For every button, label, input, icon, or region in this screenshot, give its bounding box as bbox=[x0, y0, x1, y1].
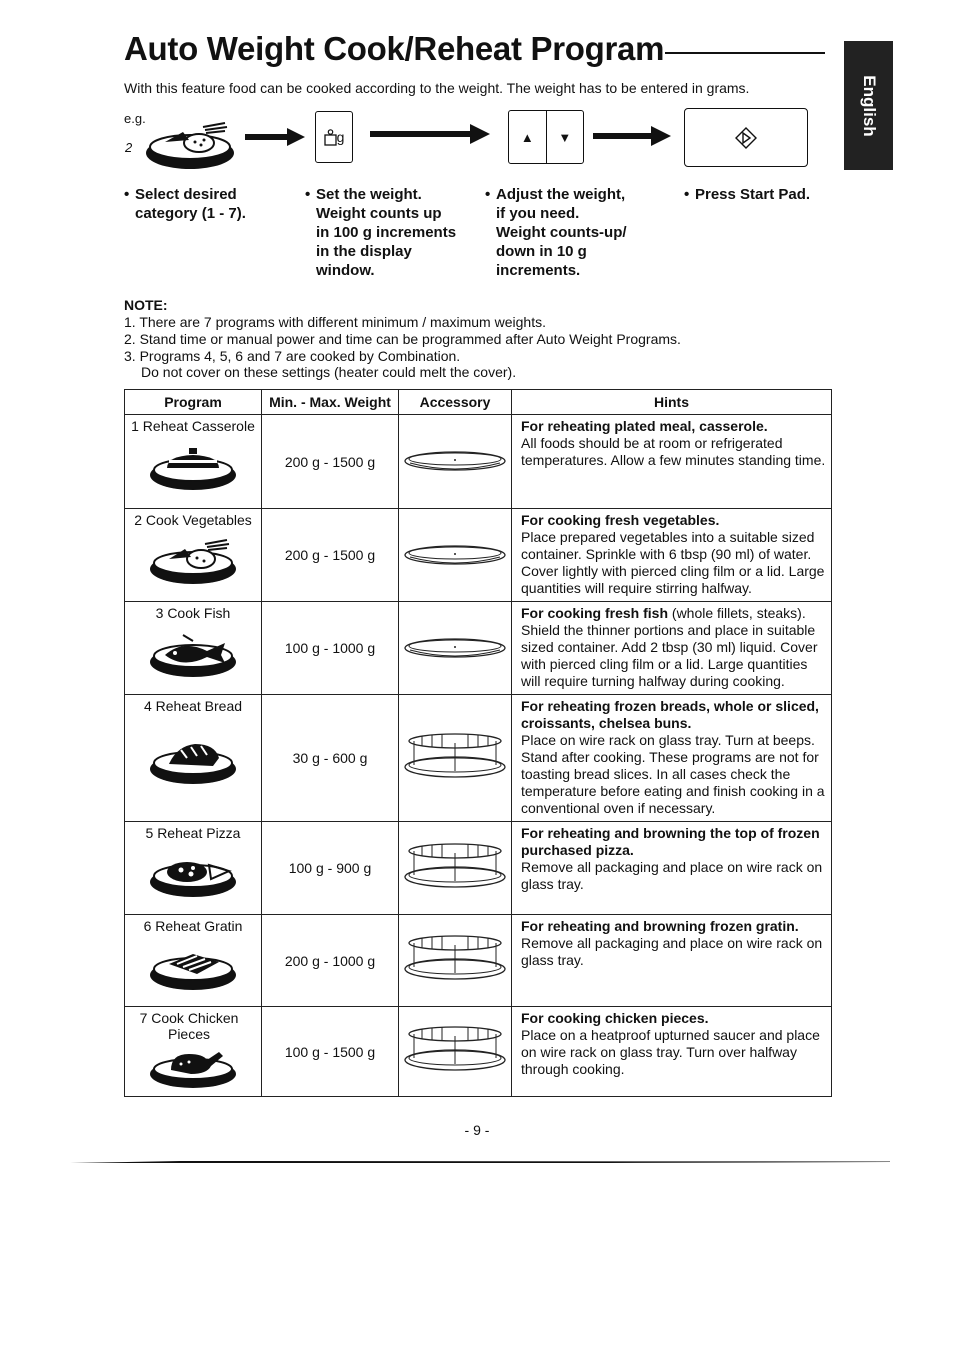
note-item: 3. Programs 4, 5, 6 and 7 are cooked by Combination. bbox=[124, 347, 461, 364]
example-category-number: 2 bbox=[125, 140, 133, 155]
hint-title: For reheating plated meal, casserole. bbox=[521, 418, 768, 434]
glass-tray-icon bbox=[402, 632, 508, 662]
bottom-rule bbox=[70, 1160, 890, 1163]
example-label: e.g. bbox=[124, 111, 146, 126]
title-rule bbox=[665, 52, 825, 54]
fish-icon bbox=[147, 629, 239, 679]
gratin-icon bbox=[147, 942, 239, 992]
weight-button[interactable] bbox=[315, 111, 353, 163]
hint-title: For reheating and browning frozen gratin. bbox=[521, 918, 799, 934]
vegetables-dish-icon bbox=[143, 118, 237, 172]
bread-icon bbox=[147, 736, 239, 786]
column-header-program: Program bbox=[125, 390, 262, 415]
arrow-icon bbox=[245, 128, 305, 146]
note-item: 2. Stand time or manual power and time can be programmed after Auto Weight Programs. bbox=[124, 330, 681, 347]
hint-body: Remove all packaging and place on wire rack on glass tray. bbox=[521, 859, 823, 892]
glass-tray-icon bbox=[402, 539, 508, 569]
intro-text: With this feature food can be cooked according to the weight. The weight has to be entered in grams. bbox=[124, 80, 750, 96]
table-row bbox=[125, 695, 832, 822]
note-item: 1. There are 7 programs with different minimum / maximum weights. bbox=[124, 314, 546, 330]
language-tab-label: English bbox=[859, 74, 879, 137]
vegetables-icon bbox=[147, 536, 239, 586]
arrow-icon bbox=[370, 124, 490, 144]
table-row bbox=[125, 822, 832, 915]
page-title: Auto Weight Cook/Reheat Program bbox=[124, 30, 665, 67]
up-down-buttons bbox=[508, 110, 584, 164]
step-2: • Set the weight. Weight counts up in 100 g increments in the display window. bbox=[305, 186, 457, 279]
hint-title: For cooking fresh fish bbox=[521, 605, 669, 621]
program-table bbox=[124, 389, 832, 1097]
weight-range: 100 g - 900 g bbox=[262, 822, 399, 915]
table-row bbox=[125, 1007, 832, 1097]
hint-cell bbox=[512, 1007, 832, 1097]
hint-body: Remove all packaging and place on wire rack on glass tray. bbox=[521, 935, 823, 968]
step-1: • Select desired category (1 - 7). bbox=[124, 186, 246, 222]
glass-tray-icon bbox=[402, 445, 508, 475]
up-button[interactable]: ▲ bbox=[520, 129, 534, 145]
hint-body: Place prepared vegetables into a suitable sized container. Sprinkle with 6 tbsp (90 ml) of water. Cover lightly with pierced cling film or a lid. Large quantities will require stirring halfway. bbox=[521, 529, 825, 596]
hint-cell bbox=[512, 509, 832, 602]
hint-cell bbox=[512, 695, 832, 822]
step-3: • Adjust the weight, if you need. Weight counts-up/ down in 10 g increments. bbox=[485, 186, 627, 279]
program-name: 5 Reheat Pizza bbox=[145, 825, 241, 841]
pizza-icon bbox=[147, 849, 239, 899]
program-name: 7 Cook Chicken Pieces bbox=[139, 1010, 239, 1042]
wire-rack-icon bbox=[402, 841, 508, 893]
note-heading: NOTE: bbox=[124, 297, 168, 313]
wire-rack-icon bbox=[402, 1024, 508, 1076]
weight-unit-label: g bbox=[336, 129, 345, 145]
casserole-icon bbox=[147, 442, 239, 492]
program-name: 1 Reheat Casserole bbox=[131, 418, 255, 434]
program-name: 4 Reheat Bread bbox=[143, 698, 243, 714]
weight-range: 200 g - 1500 g bbox=[262, 509, 399, 602]
hint-body: Shield the thinner portions and place in suitable sized container. Add 2 tbsp (30 ml) liquid. Cover with pierced cling film or a lid. Large quantities will require turning halfway during cooking. bbox=[521, 622, 818, 689]
hint-body: Place on a heatproof upturned saucer and place on wire rack on glass tray. Turn over halfway through cooking. bbox=[521, 1027, 820, 1077]
program-name: 6 Reheat Gratin bbox=[143, 918, 243, 934]
arrow-icon bbox=[593, 126, 673, 146]
table-row bbox=[125, 915, 832, 1007]
table-row bbox=[125, 509, 832, 602]
step-4: • Press Start Pad. bbox=[684, 186, 811, 203]
note-continuation: Do not cover on these settings (heater could melt the cover). bbox=[141, 364, 517, 381]
weight-range: 200 g - 1500 g bbox=[262, 415, 399, 509]
weight-range: 100 g - 1000 g bbox=[262, 602, 399, 695]
weight-range: 200 g - 1000 g bbox=[262, 915, 399, 1007]
weight-range: 100 g - 1500 g bbox=[262, 1007, 399, 1097]
wire-rack-icon bbox=[402, 731, 508, 783]
note-list bbox=[124, 314, 681, 381]
hint-cell bbox=[512, 915, 832, 1007]
chicken-icon bbox=[147, 1044, 239, 1090]
hint-title: For cooking fresh vegetables. bbox=[521, 512, 720, 528]
start-icon bbox=[735, 127, 757, 149]
hint-cell bbox=[512, 822, 832, 915]
program-name: 3 Cook Fish bbox=[155, 605, 231, 621]
table-row bbox=[125, 415, 832, 509]
language-tab bbox=[844, 41, 893, 170]
hint-title: For cooking chicken pieces. bbox=[521, 1010, 709, 1026]
weight-range: 30 g - 600 g bbox=[262, 695, 399, 822]
wire-rack-icon bbox=[402, 933, 508, 985]
start-pad[interactable] bbox=[684, 108, 808, 167]
column-header-accessory: Accessory bbox=[399, 390, 512, 415]
table-header-row bbox=[125, 390, 832, 415]
program-name: 2 Cook Vegetables bbox=[134, 512, 252, 528]
column-header-weight: Min. - Max. Weight bbox=[262, 390, 399, 415]
hint-title: For reheating frozen breads, whole or sliced, croissants, chelsea buns. bbox=[521, 698, 819, 731]
table-row bbox=[125, 602, 832, 695]
page-number: - 9 - bbox=[464, 1122, 490, 1138]
hint-body: All foods should be at room or refrigerated temperatures. Allow a few minutes standing time. bbox=[521, 435, 826, 468]
hint-title: For reheating and browning the top of frozen purchased pizza. bbox=[521, 825, 820, 858]
hint-body: Place on wire rack on glass tray. Turn at beeps. Stand after cooking. These programs are not for toasting bread slices. In all cases check the temperature before eating and finish cooking in a conventional oven if necessary. bbox=[521, 732, 825, 816]
column-header-hints: Hints bbox=[512, 390, 832, 415]
down-button[interactable]: ▼ bbox=[546, 111, 584, 163]
hint-cell bbox=[512, 415, 832, 509]
hint-cell: For cooking fresh fish (whole fillets, steaks). Shield the thinner portions and place in suitable sized container. Add 2 tbsp (30 ml) liquid. Cover with pierced cling film or a lid. Large quantities will require turning halfway during cooking. bbox=[512, 602, 832, 695]
weight-icon bbox=[324, 129, 337, 146]
